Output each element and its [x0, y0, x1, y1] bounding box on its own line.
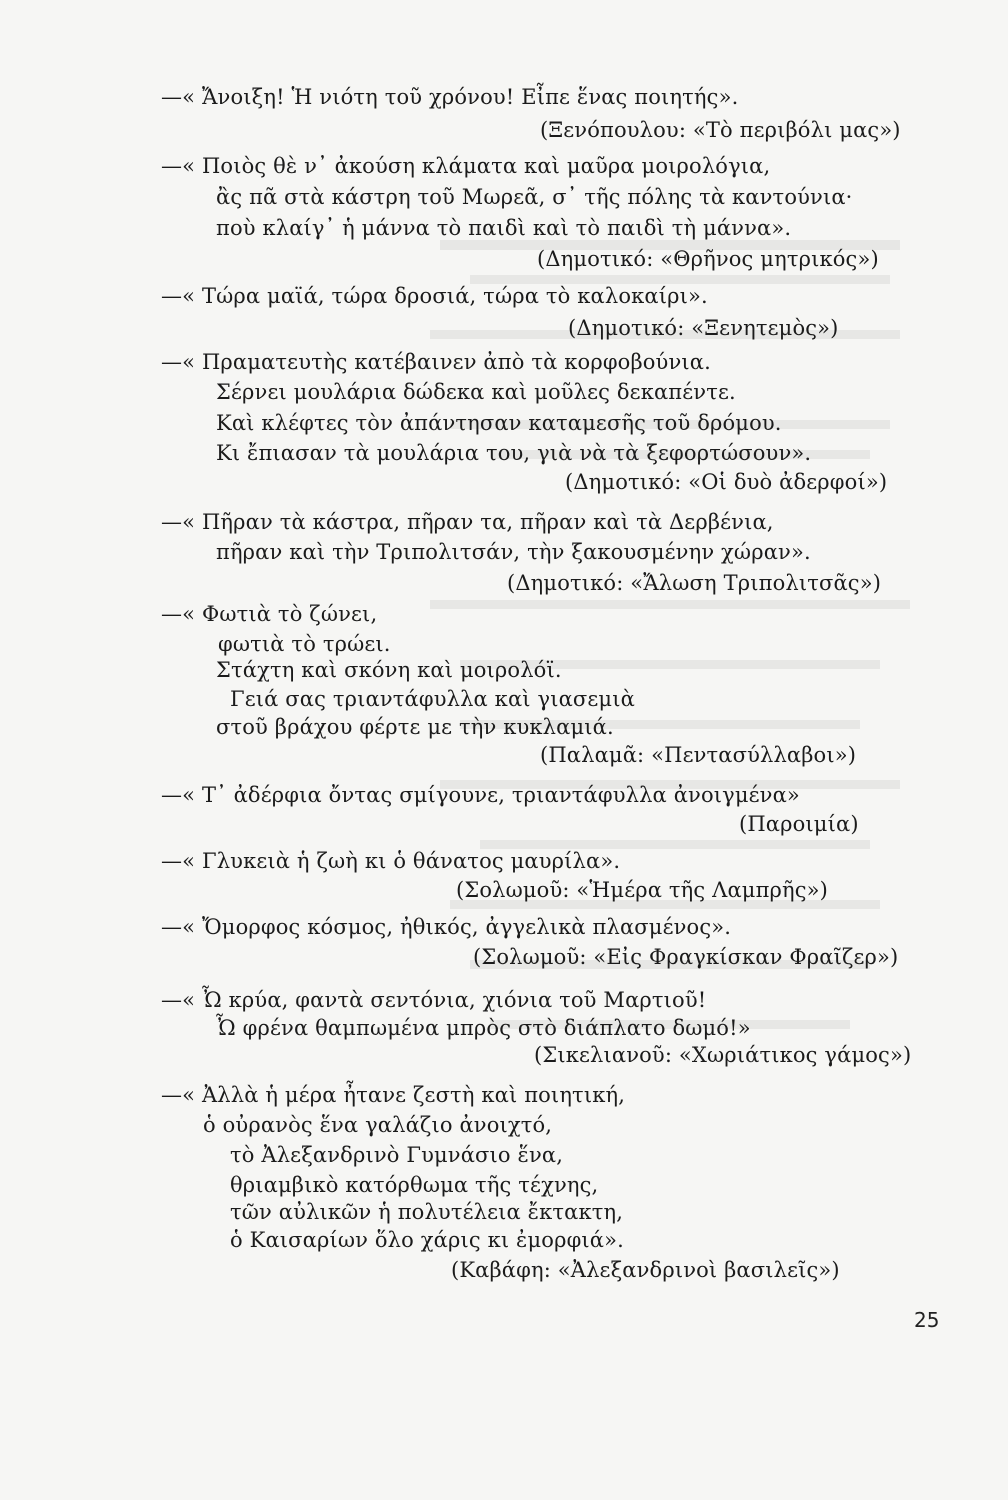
verse-line: Ὦ φρένα θαμπωμένα μπρὸς στὸ διάπλατο δωμό!» [216, 1016, 751, 1040]
attribution: (Παλαμᾶ: «Πεντασύλλαβοι») [540, 743, 857, 767]
attribution: (Καβάφη: «Ἀλεξανδρινοὶ βασιλεῖς») [451, 1258, 840, 1282]
verse-line: ὁ οὐρανὸς ἕνα γαλάζιο ἀνοιχτό, [203, 1113, 553, 1137]
verse-line: —« Πῆραν τὰ κάστρα, πῆραν τα, πῆραν καὶ τὰ Δερβένια, [161, 510, 774, 534]
verse-line: ὁ Καισαρίων ὅλο χάρις κι ἐμορφιά». [230, 1228, 624, 1252]
verse-line: Γειά σας τριαντάφυλλα καὶ γιασεμιὰ [230, 687, 635, 711]
verse-line: —« Ὦ κρύα, φαντὰ σεντόνια, χιόνια τοῦ Μαρτιοῦ! [161, 988, 707, 1012]
verse-line: —« Φωτιὰ τὸ ζώνει, [161, 602, 378, 626]
attribution: (Παροιμία) [739, 812, 859, 836]
verse-line: πῆραν καὶ τὴν Τριπολιτσάν, τὴν ξακουσμένην χώραν». [216, 540, 811, 564]
attribution: (Δημοτικό: «Οἱ δυὸ ἀδερφοί») [565, 470, 888, 494]
attribution: (Δημοτικό: «Θρῆνος μητρικός») [537, 247, 879, 271]
verse-line: τῶν αὐλικῶν ἡ πολυτέλεια ἔκτακτη, [230, 1200, 624, 1224]
verse-line: Καὶ κλέφτες τὸν ἀπάντησαν καταμεσῆς τοῦ δρόμου. [216, 411, 782, 435]
verse-line: —« Πραματευτὴς κατέβαινεν ἀπὸ τὰ κορφοβούνια. [161, 350, 711, 374]
verse-line: —« Ὄμορφος κόσμος, ἠθικός, ἀγγελικὰ πλασμένος». [161, 915, 732, 939]
attribution: (Δημοτικό: «Ἄλωση Τριπολιτσᾶς») [507, 571, 882, 595]
attribution: (Σικελιανοῦ: «Χωριάτικος γάμος») [534, 1043, 912, 1067]
attribution: (Ξενόπουλου: «Τὸ περιβόλι μας») [540, 118, 901, 142]
verse-line: ποὺ κλαίγ᾿ ἡ μάννα τὸ παιδὶ καὶ τὸ παιδὶ τὴ μάννα». [216, 216, 792, 240]
verse-line: Στάχτη καὶ σκόνη καὶ μοιρολόϊ. [216, 658, 562, 682]
verse-line: —« Ἀλλὰ ἡ μέρα ἦτανε ζεστὴ καὶ ποιητική, [161, 1083, 626, 1107]
verse-line: —« Τ᾿ ἀδέρφια ὄντας σμίγουνε, τριαντάφυλλα ἀνοιγμένα» [161, 783, 800, 807]
verse-line: —« Ἄνοιξη! Ἡ νιότη τοῦ χρόνου! Εἶπε ἕνας ποιητής». [161, 85, 739, 109]
verse-line: —« Ποιὸς θὲ ν᾿ ἀκούση κλάματα καὶ μαῦρα μοιρολόγια, [161, 154, 771, 178]
verse-line: —« Γλυκειὰ ἡ ζωὴ κι ὁ θάνατος μαυρίλα». [161, 849, 621, 873]
attribution: (Σολωμοῦ: «Ἡμέρα τῆς Λαμπρῆς») [456, 878, 828, 902]
verse-line: φωτιὰ τὸ τρώει. [218, 632, 391, 656]
verse-line: στοῦ βράχου φέρτε με τὴν κυκλαμιά. [216, 715, 614, 739]
attribution: (Σολωμοῦ: «Εἰς Φραγκίσκαν Φραῖζερ») [473, 945, 899, 969]
verse-line: τὸ Ἀλεξανδρινὸ Γυμνάσιο ἕνα, [230, 1143, 564, 1167]
verse-line: ἂς πᾶ στὰ κάστρη τοῦ Μωρεᾶ, σ᾿ τῆς πόλης τὰ καντούνια· [216, 185, 853, 209]
page-number: 25 [914, 1308, 940, 1332]
verse-line: Κι ἔπιασαν τὰ μουλάρια του, γιὰ νὰ τὰ ξεφορτώσουν». [216, 441, 812, 465]
attribution: (Δημοτικό: «Ξενητεμὸς») [568, 316, 839, 340]
verse-line: Σέρνει μουλάρια δώδεκα καὶ μοῦλες δεκαπέντε. [216, 380, 736, 404]
verse-line: θριαμβικὸ κατόρθωμα τῆς τέχνης, [230, 1173, 599, 1197]
verse-line: —« Τώρα μαϊά, τώρα δροσιά, τώρα τὸ καλοκαίρι». [161, 284, 708, 308]
